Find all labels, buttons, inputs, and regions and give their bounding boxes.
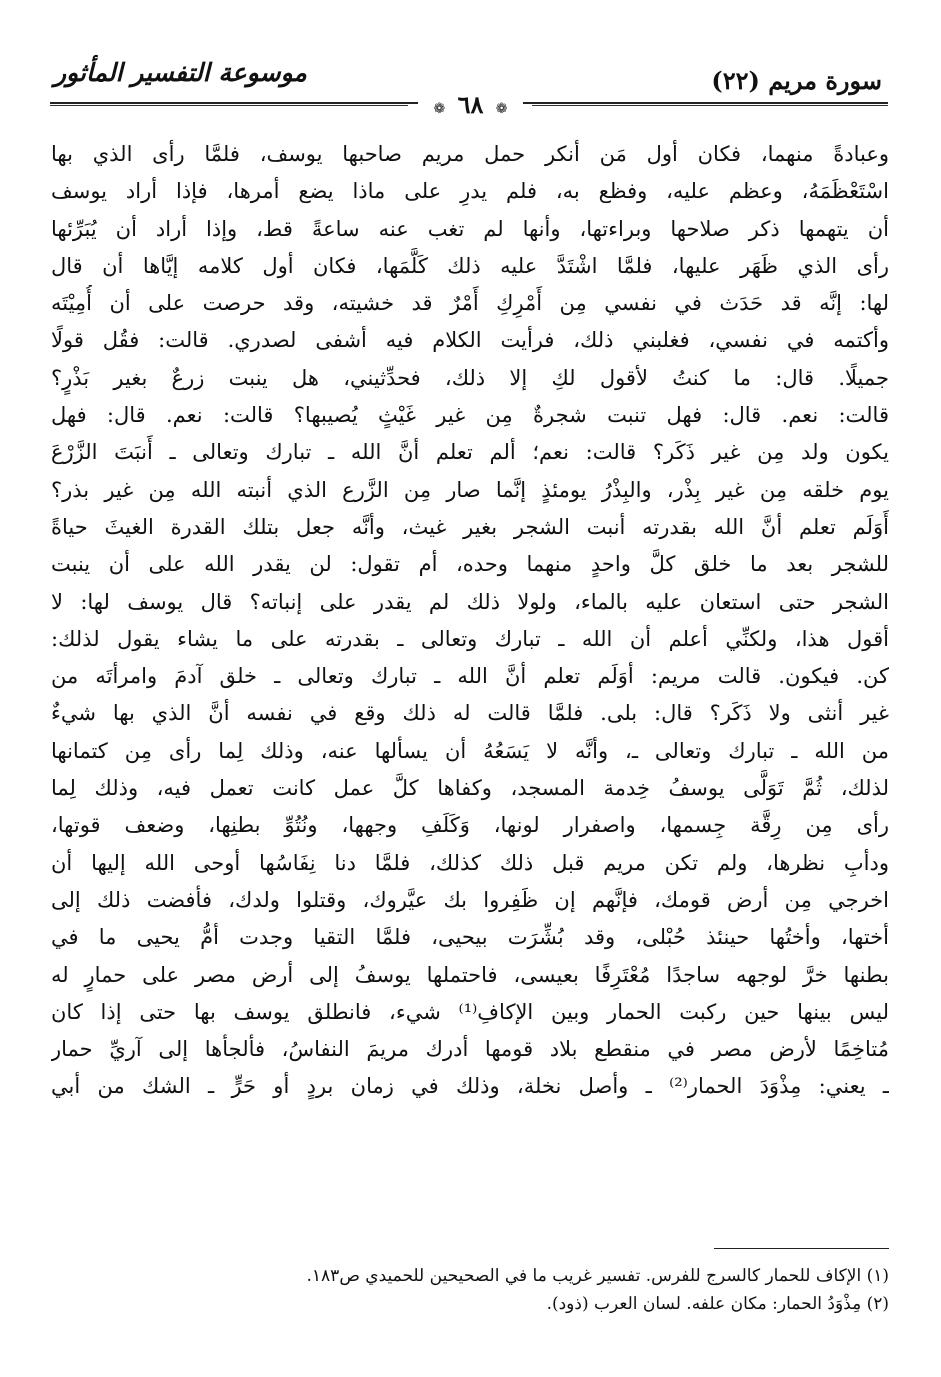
text-line: جميلًا. قال: ما كنتُ لأقول لكِ إلا ذلك، فحدِّثيني، هل ينبت زرعٌ بغير بَذْرٍ؟ [51, 365, 889, 390]
text-line: أختها، وأختُها حينئذ حُبْلى، وقد بُشِّرَت بيحيى، فلمَّا التقيا وجدت أمُّ يحيى ما في [51, 925, 889, 950]
text-line: لذلك، ثُمَّ تَوَلَّى يوسفُ خِدمة المسجد، وكفاها كلَّ عمل كانت تعمل فيه، وذلك لِما [51, 776, 889, 801]
text-line: أن يتهمها ذكر صلاحها وبراءتها، وأنها لم تغب عنه ساعةً قط، وإذا أراد أن يُبَرِّئها [51, 216, 889, 241]
page-number-block [0, 92, 941, 122]
footnotes [51, 1262, 889, 1318]
footnote-separator [714, 1248, 889, 1249]
text-line: يكون ولد مِن غير ذَكَر؟ قالت: نعم؛ ألم تعلم أنَّ الله ـ تبارك وتعالى ـ أَنبَتَ الزَّرْعَ [51, 440, 889, 465]
text-line: الشجر حتى استعان عليه بالماء، ولولا ذلك لم يقدر على إنباته؟ قال يوسف لها: لا [51, 589, 889, 614]
text-line: كن. فيكون. قالت مريم: أوَلَم تعلم أنَّ الله ـ تبارك وتعالى ـ خلق آدمَ وامرأتَه من [51, 664, 889, 689]
text-line: وعبادةً منهما، فكان أول مَن أنكر حمل مريم صاحبها يوسف، فلمَّا رأى الذي بها [51, 142, 889, 166]
text-line: أقول هذا، ولكنِّي أعلم أن الله ـ تبارك وتعالى ـ بقدرته على ما يشاء يقول لذلك: [51, 626, 889, 651]
text-line: ـ يعني: مِذْوَدَ الحمار⁽²⁾ ـ وأصل نخلة، وذلك في زمان بردٍ أو حَرٍّ ـ الشك من أبي [51, 1074, 889, 1099]
text-line: غير أنثى ولا ذَكَر؟ قال: بلى. فلمَّا قالت له ذلك وقع في نفسه أنَّ الذي بها شيءٌ [51, 701, 889, 726]
text-line: أَوَلَم تعلم أنَّ الله بقدرته أنبت الشجر بغير غيث، وأنَّه جعل بتلك القدرة الغيثَ حياةً [51, 514, 889, 539]
ornament-icon: ❁ [433, 101, 446, 117]
footnote: (١) الإكاف للحمار كالسرج للفرس. تفسير غريب ما في الصحيحين للحميدي ص١٨٣. [306, 1266, 889, 1286]
text-line: اخرجي مِن أرض قومك، فإنَّهم إن ظَفِروا بك عيَّروك، وقتلوا ولدك، فأفضت ذلك إلى [51, 887, 889, 912]
text-line: لها: إنَّه قد حَدَث في نفسي مِن أَمْرِكِ أَمْرٌ قد خشيته، وقد حرصت على أن أُمِيْتَه [51, 291, 889, 316]
main-text [51, 136, 889, 1106]
text-line: اسْتَعْظَمَهُ، وعظم عليه، وفظع به، فلم يدرِ على ماذا يضع أمرها، فإذا أراد يوسف [51, 179, 889, 204]
footnote: (٢) مِذْوَدُ الحمار: مكان علفه. لسان العرب (ذود). [546, 1294, 889, 1314]
page-number-frame [418, 90, 524, 119]
page-number: ٦٨ [457, 90, 484, 119]
text-line: ودأبِ نظرها، ولم تكن مريم قبل ذلك كذلك، فلمَّا دنا نِفَاسُها أوحى الله إليها أن [51, 850, 889, 875]
book-title: موسوعة التفسير المأثور [54, 58, 307, 87]
text-line: بطنها خرَّ لوجهه ساجدًا مُعْتَرِفًا بعيسى، فاحتملها يوسفُ إلى أرض مصر على حمارٍ له [51, 962, 889, 987]
text-line: ليس بينها حين ركبت الحمار وبين الإكافِ⁽¹⁾ شيء، فانطلق يوسف بها حتى إذا كان [51, 999, 889, 1024]
text-line: للشجر بعد ما خلق كلَّ واحدٍ منهما وحده، أم تقول: لن يقدر الله على أن ينبت [51, 552, 889, 577]
ornament-icon: ❁ [495, 101, 508, 117]
text-line: مُتاخِمًا لأرض مصر في منقطع بلاد قومها أدرك مريمَ النفاسُ، فألجأها إلى آريِّ حمار [51, 1037, 889, 1062]
text-line: من الله ـ تبارك وتعالى ـ، وأنَّه لا يَسَعُهُ أن يسألها عنه، وذلك لِما رأى مِن كتمانها [51, 738, 889, 763]
text-line: رأى الذي ظَهَر عليها، فلمَّا اشْتَدَّ عليه ذلك كَلَّمَها، فكان أول كلامه إيَّاها أن قال [51, 253, 889, 278]
text-line: قالت: نعم. قال: فهل تنبت شجرةٌ مِن غير غَيْثٍ يُصيبها؟ قالت: نعم. قال: فهل [51, 403, 889, 428]
text-line: رأى مِن رِقَّة جِسمها، واصفرار لونها، وَكَلَفِ وجهها، ونُتُوِّ بطنِها، وضعف قوتها، [51, 813, 889, 838]
surah-title: سورة مريم (٢٢) [711, 66, 882, 95]
text-line: وأكتمه في نفسي، فغلبني ذلك، فرأيت الكلام فيه أشفى لصدري. قالت: فقُل قولًا [51, 328, 889, 353]
text-line: يوم خلقه مِن غير بِذْر، والبِذْرُ يومئذٍ إنَّما صار مِن الزَّرع الذي أنبته الله مِن غير بذر؟ [51, 477, 889, 502]
